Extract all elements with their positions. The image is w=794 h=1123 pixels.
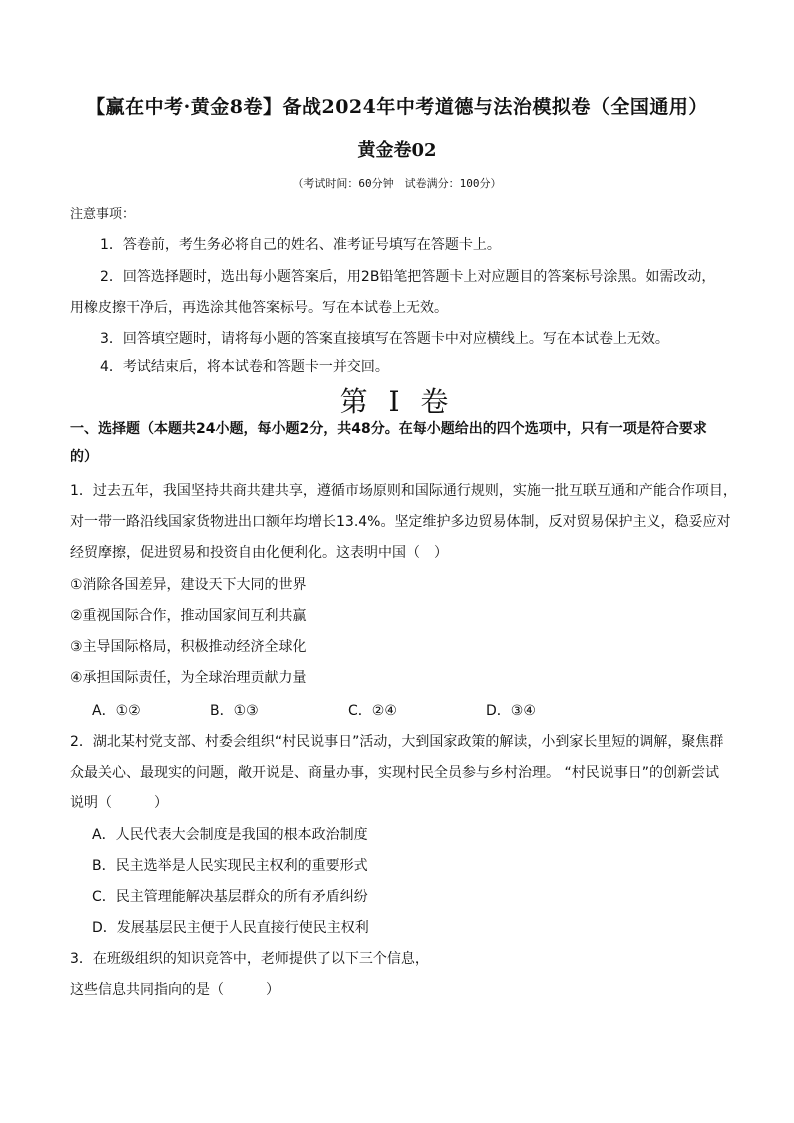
- section-instruction-cont: 的）: [70, 449, 98, 465]
- question-1-option-b: B．①③: [210, 703, 259, 719]
- exam-time-score: （考试时间：60分钟 试卷满分：100分）: [292, 177, 502, 190]
- question-1-option-a: A．①②: [92, 703, 141, 719]
- question-1-statement: ①消除各国差异，建设天下大同的世界: [70, 577, 307, 593]
- question-2-option-c: C．民主管理能解决基层群众的所有矛盾纠纷: [92, 889, 368, 905]
- question-1-stem-line3: 经贸摩擦，促进贸易和投资自由化便利化。这表明中国（ ）: [70, 545, 448, 561]
- section-title: 第 I 卷: [339, 385, 455, 418]
- note-item-2-cont: 用橡皮擦干净后，再选涂其他答案标号。写在本试卷上无效。: [70, 300, 448, 316]
- notes-heading: 注意事项：: [70, 207, 136, 222]
- question-2-stem-line2: 众最关心、最现实的问题，敞开说是、商量办事，实现村民全员参与乡村治理。 “村民说事日”的创新尝试: [70, 765, 719, 781]
- question-3-stem: 3．在班级组织的知识竞答中，老师提供了以下三个信息，: [70, 951, 429, 967]
- question-3-stem-line2: 这些信息共同指向的是（ ）: [70, 982, 280, 998]
- note-item-4: 4．考试结束后，将本试卷和答题卡一并交回。: [100, 359, 389, 375]
- question-2-stem: 2．湖北某村党支部、村委会组织“村民说事日”活动，大到国家政策的解读，小到家长里短的调解，聚焦群: [70, 734, 724, 750]
- question-2-option-d: D．发展基层民主便于人民直接行使民主权利: [92, 920, 369, 936]
- question-2-option-a: A．人民代表大会制度是我国的根本政治制度: [92, 827, 368, 843]
- question-1-stem-line2: 对一带一路沿线国家货物进出口额年均增长13.4%。坚定维护多边贸易体制，反对贸易保护主义，稳妥应对: [70, 514, 731, 530]
- note-item-3: 3．回答填空题时，请将每小题的答案直接填写在答题卡中对应横线上。写在本试卷上无效。: [100, 331, 669, 347]
- question-1-statement: ③主导国际格局，积极推动经济全球化: [70, 639, 307, 655]
- question-1-option-d: D．③④: [486, 703, 536, 719]
- question-1-statement: ②重视国际合作，推动国家间互利共赢: [70, 608, 307, 624]
- question-2-stem-line3: 说明（ ）: [70, 795, 168, 811]
- section-instruction: 一、选择题（本题共24小题，每小题2分，共48分。在每小题给出的四个选项中，只有一项是符合要求: [70, 421, 707, 437]
- exam-title: 【赢在中考·黄金8卷】备战2024年中考道德与法治模拟卷（全国通用）: [86, 96, 708, 118]
- question-1-stem: 1．过去五年，我国坚持共商共建共享，遵循市场原则和国际通行规则，实施一批互联互通和产能合作项目，: [70, 483, 737, 499]
- question-2-option-b: B．民主选举是人民实现民主权利的重要形式: [92, 858, 368, 874]
- question-1-option-c: C．②④: [348, 703, 397, 719]
- question-1-statement: ④承担国际责任，为全球治理贡献力量: [70, 670, 307, 686]
- exam-subtitle: 黄金卷02: [357, 140, 437, 161]
- note-item-2: 2．回答选择题时，选出每小题答案后，用2B铅笔把答题卡上对应题目的答案标号涂黑。如需改动，: [100, 269, 716, 285]
- note-item-1: 1．答卷前，考生务必将自己的姓名、准考证号填写在答题卡上。: [100, 237, 501, 253]
